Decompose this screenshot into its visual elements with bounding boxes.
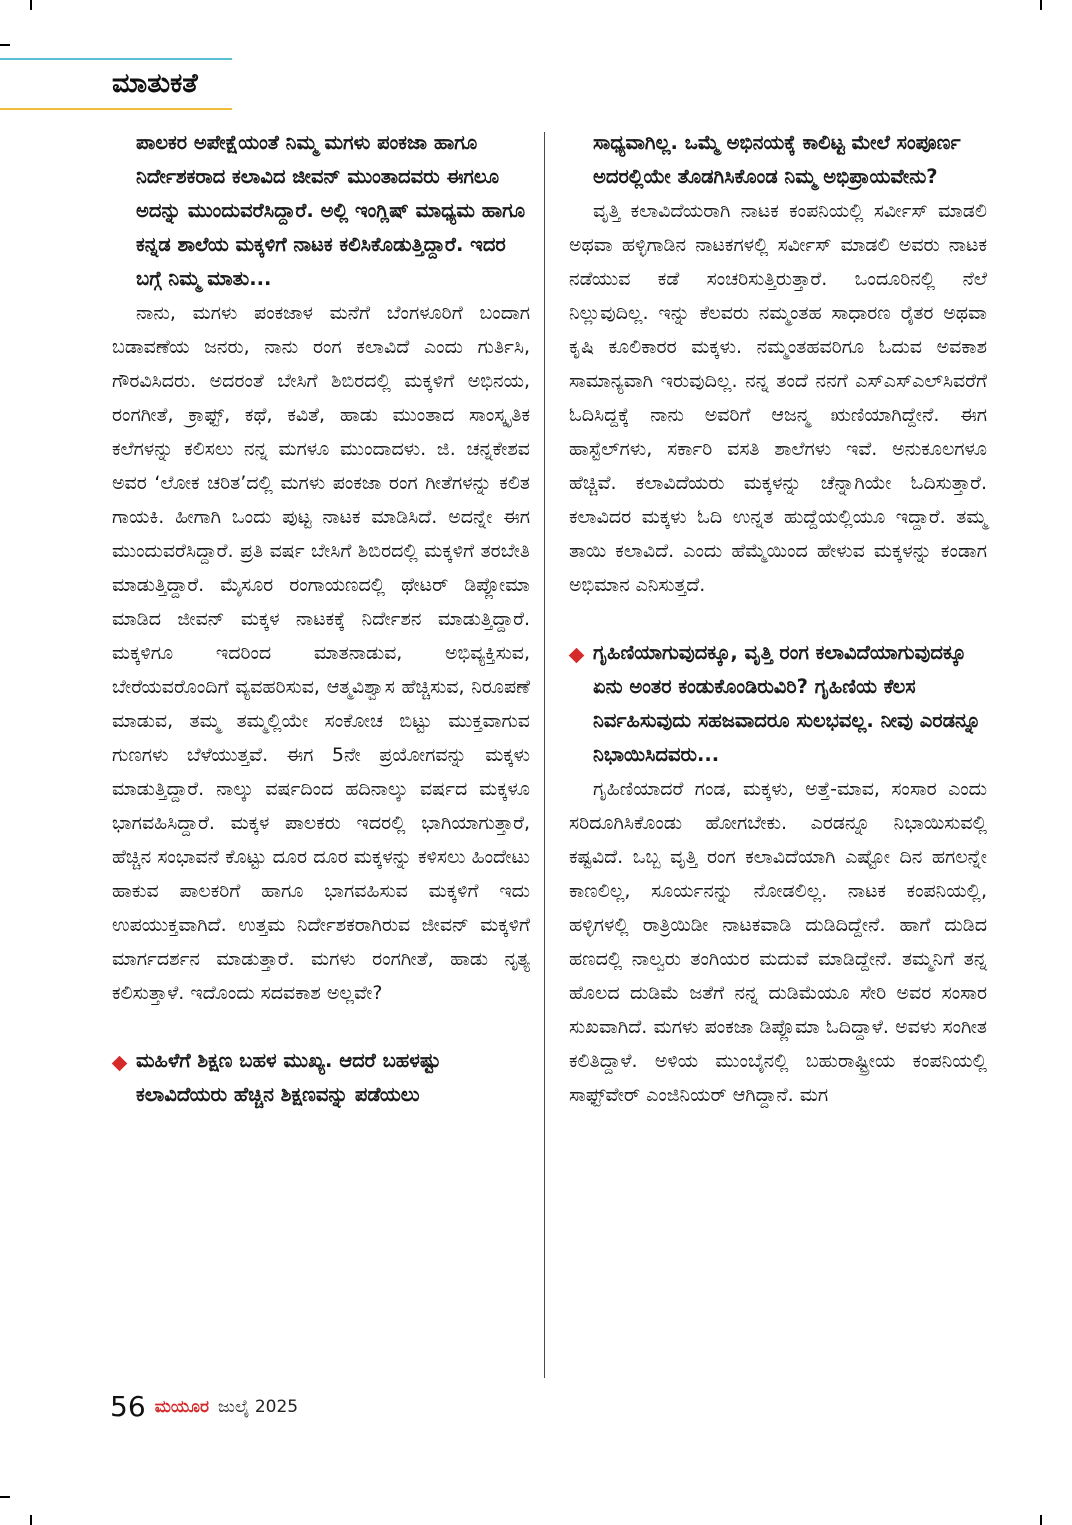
page-number: 56: [110, 1390, 146, 1423]
answer-paragraph-3: ಗೃಹಿಣಿಯಾದರೆ ಗಂಡ, ಮಕ್ಕಳು, ಅತ್ತೆ-ಮಾವ, ಸಂಸಾರ ಎಂದು ಸರಿದೂಗಿಸಿಕೊಂಡು ಹೋಗಬೇಕು. ಎರಡನ್ನೂ ನಿಭಾಯಿಸುವಲ್ಲಿ ಕಷ್ಟವಿದೆ. ಒಬ್ಬ ವೃತ್ತಿ ರಂಗ ಕಲಾವಿದೆಯಾಗಿ ಎಷ್ಟೋ ದಿನ ಹಗಲನ್ನೇ ಕಾಣಲಿಲ್ಲ, ಸೂರ್ಯನನ್ನು ನೋಡಲಿಲ್ಲ. ನಾಟಕ ಕಂಪನಿಯಲ್ಲಿ, ಹಳ್ಳಿಗಳಲ್ಲಿ ರಾತ್ರಿಯಿಡೀ ನಾಟಕವಾಡಿ ದುಡಿದಿದ್ದೇನೆ. ಹಾಗೆ ದುಡಿದ ಹಣದಲ್ಲಿ ನಾಲ್ವರು ತಂಗಿಯರ ಮದುವೆ ಮಾಡಿದ್ದೇನೆ. ತಮ್ಮನಿಗೆ ತನ್ನ ಹೊಲದ ದುಡಿಮೆ ಜತೆಗೆ ನನ್ನ ದುಡಿಮೆಯೂ ಸೇರಿ ಅವರ ಸಂಸಾರ ಸುಖವಾಗಿದೆ. ಮಗಳು ಪಂಕಜಾ ಡಿಪ್ಲೊಮಾ ಓದಿದ್ದಾಳೆ. ಅವಳು ಸಂಗೀತ ಕಲಿತಿದ್ದಾಳೆ. ಅಳಿಯ ಮುಂಬೈನಲ್ಲಿ ಬಹುರಾಷ್ಟ್ರೀಯ ಕಂಪನಿಯಲ್ಲಿ ಸಾಫ್ಟ್‌ವೇರ್ ಎಂಜಿನಿಯರ್ ಆಗಿದ್ದಾನೆ. ಮಗ: [569, 778, 987, 1106]
spacer: [112, 1010, 530, 1044]
answer-paragraph-1: ವೃತ್ತಿ ಕಲಾವಿದೆಯರಾಗಿ ನಾಟಕ ಕಂಪನಿಯಲ್ಲಿ ಸರ್ವೀಸ್ ಮಾಡಲಿ ಅಥವಾ ಹಳ್ಳಿಗಾಡಿನ ನಾಟಕಗಳಲ್ಲಿ ಸರ್ವೀಸ್ ಮಾಡಲಿ ಅವರು ನಾಟಕ ನಡೆಯುವ ಕಡೆ ಸಂಚರಿಸುತ್ತಿರುತ್ತಾರೆ. ಒಂದೂರಿನಲ್ಲಿ ನೆಲೆ ನಿಲ್ಲುವುದಿಲ್ಲ. ಇನ್ನು ಕೆಲವರು ನಮ್ಮಂತಹ ಸಾಧಾರಣ ರೈತರ ಅಥವಾ ಕೃಷಿ ಕೂಲಿಕಾರರ ಮಕ್ಕಳು. ನಮ್ಮಂತಹವರಿಗೂ ಓದುವ ಅವಕಾಶ ಸಾಮಾನ್ಯವಾಗಿ ಇರುವುದಿಲ್ಲ. ನನ್ನ ತಂದೆ ನನಗೆ ಎಸ್‌ಎಸ್‌ಎಲ್‌ಸಿವರೆಗೆ ಓದಿಸಿದ್ದಕ್ಕೆ ನಾನು ಅವರಿಗೆ ಆಜನ್ಮ ಋಣಿಯಾಗಿದ್ದೇನೆ. ಈಗ ಹಾಸ್ಟೆಲ್‌ಗಳು, ಸರ್ಕಾರಿ ವಸತಿ ಶಾಲೆಗಳು ಇವೆ. ಅನುಕೂಲಗಳೂ ಹೆಚ್ಚಿವೆ. ಕಲಾವಿದೆಯರು ಮಕ್ಕಳನ್ನು ಚೆನ್ನಾಗಿಯೇ ಓದಿಸುತ್ತಾರೆ. ಕಲಾವಿದರ ಮಕ್ಕಳು ಓದಿ ಉನ್ನತ ಹುದ್ದೆಯಲ್ಲಿಯೂ ಇದ್ದಾರೆ. ತಮ್ಮ ತಾಯಿ ಕಲಾವಿದೆ. ಎಂದು ಹೆಮ್ಮೆಯಿಂದ ಹೇಳುವ ಮಕ್ಕಳನ್ನು ಕಂಡಾಗ ಅಭಿಮಾನ ಎನಿಸುತ್ತದೆ.: [569, 200, 987, 596]
header-rule-yellow: [0, 108, 232, 110]
question-continued-right: ಸಾಧ್ಯವಾಗಿಲ್ಲ. ಒಮ್ಮೆ ಅಭಿನಯಕ್ಕೆ ಕಾಲಿಟ್ಟ ಮೇಲೆ ಸಂಪೂರ್ಣ ಅದರಲ್ಲಿಯೇ ತೊಡಗಿಸಿಕೊಂಡ ನಿಮ್ಮ ಅಭಿಪ್ರಾಯವೇನು?: [593, 131, 961, 188]
magazine-logo: ಮಯೂರ: [154, 1396, 209, 1417]
diamond-bullet-icon: [112, 1056, 128, 1072]
question-3: ಗೃಹಿಣಿಯಾಗುವುದಕ್ಕೂ, ವೃತ್ತಿ ರಂಗ ಕಲಾವಿದೆಯಾಗುವುದಕ್ಕೂ ಏನು ಅಂತರ ಕಂಡುಕೊಂಡಿರುವಿರಿ? ಗೃಹಿಣಿಯ ಕೆಲಸ ನಿರ್ವಹಿಸುವುದು ಸಹಜವಾದರೂ ಸುಲಭವಲ್ಲ. ನೀವು ಎರಡನ್ನೂ ನಿಭಾಯಿಸಿದವರು...: [569, 636, 987, 772]
crop-mark: [0, 44, 10, 46]
question-continued: ಪಾಲಕರ ಅಪೇಕ್ಷೆಯಂತೆ ನಿಮ್ಮ ಮಗಳು ಪಂಕಜಾ ಹಾಗೂ ನಿರ್ದೇಶಕರಾದ ಕಲಾವಿದ ಜೀವನ್ ಮುಂತಾದವರು ಈಗಲೂ ಅದನ್ನು ಮುಂದುವರೆಸಿದ್ದಾರೆ. ಅಲ್ಲಿ ಇಂಗ್ಲಿಷ್ ಮಾಧ್ಯಮ ಹಾಗೂ ಕನ್ನಡ ಶಾಲೆಯ ಮಕ್ಕಳಿಗೆ ನಾಟಕ ಕಲಿಸಿಕೊಡುತ್ತಿದ್ದಾರೆ. ಇದರ ಬಗ್ಗೆ ನಿಮ್ಮ ಮಾತು...: [136, 131, 526, 290]
question-2: ಮಹಿಳೆಗೆ ಶಿಕ್ಷಣ ಬಹಳ ಮುಖ್ಯ. ಆದರೆ ಬಹಳಷ್ಟು ಕಲಾವಿದೆಯರು ಹೆಚ್ಚಿನ ಶಿಕ್ಷಣವನ್ನು ಪಡೆಯಲು: [112, 1044, 530, 1112]
crop-mark: [30, 1515, 32, 1525]
crop-mark: [30, 0, 32, 10]
section-title: ಮಾತುಕತೆ: [112, 68, 198, 99]
issue-date: ಜುಲೈ 2025: [218, 1396, 299, 1417]
page-footer: [110, 1390, 298, 1423]
crop-mark: [1040, 1515, 1042, 1525]
section-header: [0, 58, 232, 110]
left-column: [112, 126, 530, 1112]
spacer: [569, 602, 987, 636]
header-rule-teal: [0, 58, 232, 60]
answer-paragraph: ನಾನು, ಮಗಳು ಪಂಕಜಾಳ ಮನೆಗೆ ಬೆಂಗಳೂರಿಗೆ ಬಂದಾಗ ಬಡಾವಣೆಯ ಜನರು, ನಾನು ರಂಗ ಕಲಾವಿದೆ ಎಂದು ಗುರ್ತಿಸಿ, ಗೌರವಿಸಿದರು. ಅದರಂತೆ ಬೇಸಿಗೆ ಶಿಬಿರದಲ್ಲಿ ಮಕ್ಕಳಿಗೆ ಅಭಿನಯ, ರಂಗಗೀತೆ, ಕ್ರಾಫ್ಟ್, ಕಥೆ, ಕವಿತೆ, ಹಾಡು ಮುಂತಾದ ಸಾಂಸ್ಕೃತಿಕ ಕಲೆಗಳನ್ನು ಕಲಿಸಲು ನನ್ನ ಮಗಳೂ ಮುಂದಾದಳು. ಜಿ. ಚನ್ನಕೇಶವ ಅವರ ‘ಲೋಕ ಚರಿತ’ದಲ್ಲಿ ಮಗಳು ಪಂಕಜಾ ರಂಗ ಗೀತೆಗಳನ್ನು ಕಲಿತ ಗಾಯಕಿ. ಹೀಗಾಗಿ ಒಂದು ಪುಟ್ಟ ನಾಟಕ ಮಾಡಿಸಿದೆ. ಅದನ್ನೇ ಈಗ ಮುಂದುವರೆಸಿದ್ದಾರೆ. ಪ್ರತಿ ವರ್ಷ ಬೇಸಿಗೆ ಶಿಬಿರದಲ್ಲಿ ಮಕ್ಕಳಿಗೆ ತರಬೇತಿ ಮಾಡುತ್ತಿದ್ದಾರೆ. ಮೈಸೂರ ರಂಗಾಯಣದಲ್ಲಿ ಥೇಟರ್ ಡಿಪ್ಲೋಮಾ ಮಾಡಿದ ಜೀವನ್ ಮಕ್ಕಳ ನಾಟಕಕ್ಕೆ ನಿರ್ದೇಶನ ಮಾಡುತ್ತಿದ್ದಾರೆ. ಮಕ್ಕಳಿಗೂ ಇದರಿಂದ ಮಾತನಾಡುವ, ಅಭಿವ್ಯಕ್ತಿಸುವ, ಬೇರೆಯವರೊಂದಿಗೆ ವ್ಯವಹರಿಸುವ, ಆತ್ಮವಿಶ್ವಾಸ ಹೆಚ್ಚಿಸುವ, ನಿರೂಪಣೆ ಮಾಡುವ, ತಮ್ಮ ತಮ್ಮಲ್ಲಿಯೇ ಸಂಕೋಚ ಬಿಟ್ಟು ಮುಕ್ತವಾಗುವ ಗುಣಗಳು ಬೆಳೆಯುತ್ತವೆ. ಈಗ 5ನೇ ಪ್ರಯೋಗವನ್ನು ಮಕ್ಕಳು ಮಾಡುತ್ತಿದ್ದಾರೆ. ನಾಲ್ಕು ವರ್ಷದಿಂದ ಹದಿನಾಲ್ಕು ವರ್ಷದ ಮಕ್ಕಳೂ ಭಾಗವಹಿಸಿದ್ದಾರೆ. ಮಕ್ಕಳ ಪಾಲಕರು ಇದರಲ್ಲಿ ಭಾಗಿಯಾಗುತ್ತಾರೆ, ಹೆಚ್ಚಿನ ಸಂಭಾವನೆ ಕೊಟ್ಟು ದೂರ ದೂರ ಮಕ್ಕಳನ್ನು ಕಳಿಸಲು ಹಿಂದೇಟು ಹಾಕುವ ಪಾಲಕರಿಗೆ ಹಾಗೂ ಭಾಗವಹಿಸುವ ಮಕ್ಕಳಿಗೆ ಇದು ಉಪಯುಕ್ತವಾಗಿದೆ. ಉತ್ತಮ ನಿರ್ದೇಶಕರಾಗಿರುವ ಜೀವನ್ ಮಕ್ಕಳಿಗೆ ಮಾರ್ಗದರ್ಶನ ಮಾಡುತ್ತಾರೆ. ಮಗಳು ರಂಗಗೀತೆ, ಹಾಡು ನೃತ್ಯ ಕಲಿಸುತ್ತಾಳೆ. ಇದೊಂದು ಸದವಕಾಶ ಅಲ್ಲವೇ?: [112, 302, 530, 1004]
crop-mark: [1040, 0, 1042, 10]
diamond-bullet-icon: [569, 648, 585, 664]
column-divider: [544, 132, 545, 1378]
right-column: [569, 126, 987, 1112]
crop-mark: [0, 1496, 10, 1498]
